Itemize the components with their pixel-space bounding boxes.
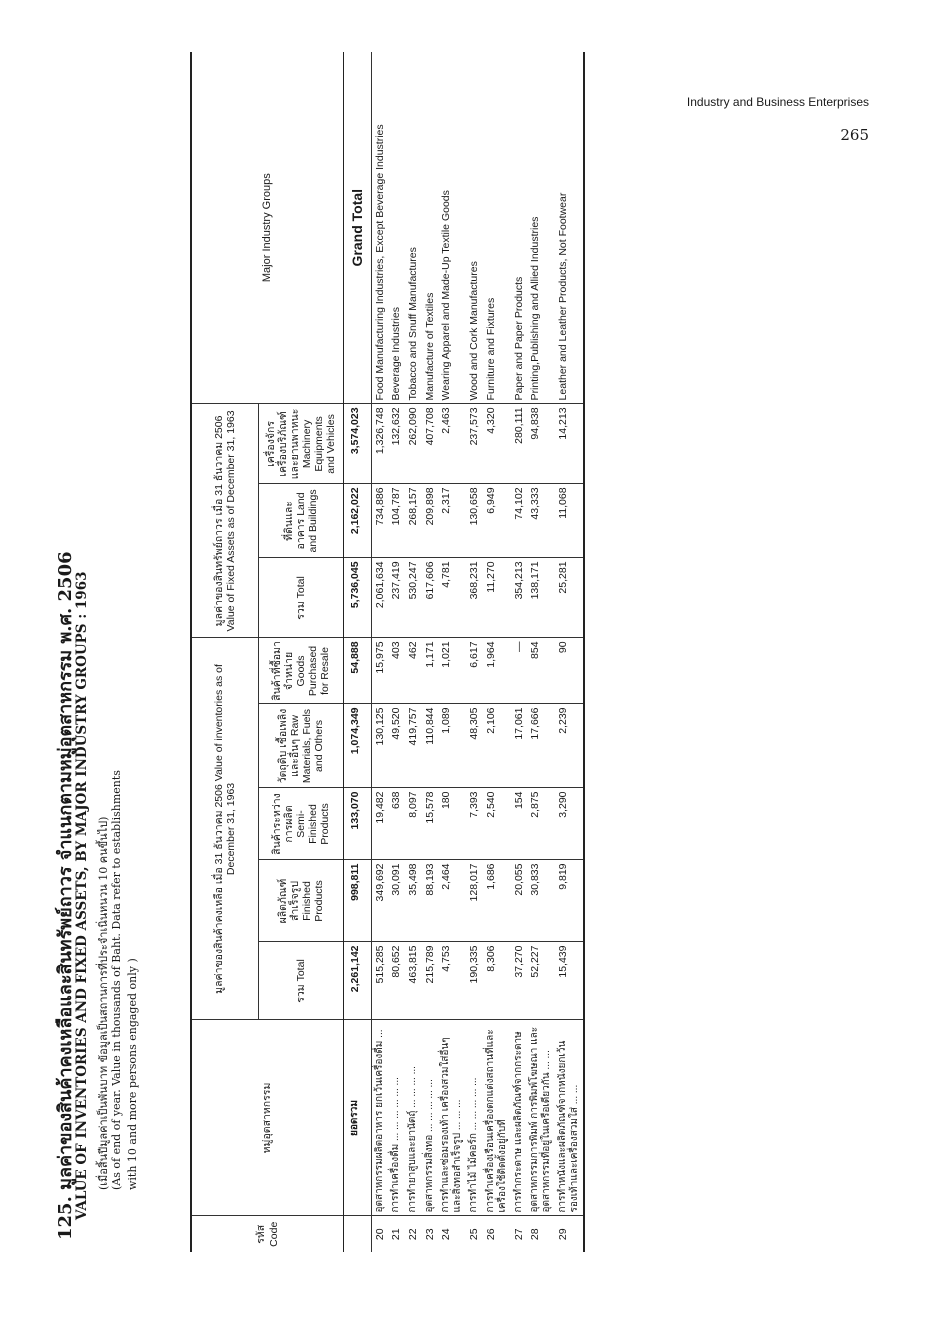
cell-inv-total: 463,815 xyxy=(405,942,422,1020)
table-row xyxy=(438,52,466,1252)
cell-thai: อุตสาหกรรมสิ่งทอ ... ... ... ... ... xyxy=(422,1020,439,1216)
cell-machinery: 407,708 xyxy=(422,404,439,484)
total-thai: ยอดรวม xyxy=(344,1020,372,1216)
cell-inv-total: 37,270 xyxy=(511,942,528,1020)
cell-code: 29 xyxy=(555,1216,584,1252)
col-fa-total-header: รวม Total xyxy=(259,558,344,638)
cell-machinery: 94,838 xyxy=(527,404,555,484)
total-inv: 2,261,142 xyxy=(344,942,372,1020)
cell-land: 11,068 xyxy=(555,484,584,558)
cell-semi: 3,290 xyxy=(555,788,584,860)
cell-fa-total: 368,231 xyxy=(466,558,483,638)
cell-raw: 17,666 xyxy=(527,704,555,788)
cell-land: 2,317 xyxy=(438,484,466,558)
inventories-group-header: มูลค่าของสินค้าคงเหลือ เมื่อ 31 ธันวาคม 2506 Value of inventories as of December 31, 1963 xyxy=(191,638,259,1020)
cell-goods: 1,964 xyxy=(483,638,511,704)
cell-code: 26 xyxy=(484,1228,497,1241)
total-machinery: 3,574,023 xyxy=(344,404,372,484)
cell-machinery: 280,111 xyxy=(511,404,528,484)
cell-inv-total: 190,335 xyxy=(466,942,483,1020)
table-title-thai: 125. มูลค่าของสินค้าคงเหลือและสินทรัพย์ถาวร จำแนกตามหมู่อุตสาหกรรม พ.ศ. 2506 xyxy=(55,551,76,1240)
cell-semi: 15,578 xyxy=(422,788,439,860)
cell-machinery: 1,326,748 xyxy=(371,404,388,484)
cell-inv-total: 515,285 xyxy=(371,942,388,1020)
table-note-thai: (เมื่อสิ้นปีมูลค่าเป็นพันบาท ข้อมูลเป็นสถานการที่ประจำเนิ่นหนวน 10 คนขึ้นไป) xyxy=(97,816,110,1190)
col-group-english-header: Major Industry Groups xyxy=(191,52,344,404)
cell-english: Wood and Cork Manufactures xyxy=(466,52,483,404)
cell-land: 734,886 xyxy=(371,484,388,558)
cell-fa-total: 530,247 xyxy=(405,558,422,638)
cell-land: 209,898 xyxy=(422,484,439,558)
cell-raw: 419,757 xyxy=(405,704,422,788)
cell-english: Wearing Apparel and Made-Up Textile Goods xyxy=(438,52,466,404)
cell-english: Beverage Industries xyxy=(388,52,405,404)
cell-code: 24 xyxy=(440,1228,453,1241)
cell-english: Leather and Leather Products, Not Footwear xyxy=(555,52,584,404)
cell-land: 130,658 xyxy=(466,484,483,558)
cell-fa-total: 617,606 xyxy=(422,558,439,638)
cell-goods: 90 xyxy=(555,638,584,704)
col-code-header: รหัส Code xyxy=(191,1216,344,1252)
cell-goods: 854 xyxy=(527,638,555,704)
cell-goods: 462 xyxy=(405,638,422,704)
cell-raw: 48,305 xyxy=(466,704,483,788)
cell-fa-total: 25,281 xyxy=(555,558,584,638)
section-header: Industry and Business Enterprises xyxy=(686,95,869,109)
cell-english: Printing,Publishing and Allied Industries xyxy=(527,52,555,404)
rotated-table-page xyxy=(50,50,830,1280)
cell-semi: 638 xyxy=(388,788,405,860)
table-row xyxy=(555,52,584,1252)
cell-finished: 9,819 xyxy=(555,860,584,942)
cell-goods: 1,171 xyxy=(422,638,439,704)
cell-raw: 2,239 xyxy=(555,704,584,788)
cell-inv-total: 4,753 xyxy=(438,942,466,1020)
total-land: 2,162,022 xyxy=(344,484,372,558)
total-semi: 133,070 xyxy=(344,788,372,860)
cell-english: Paper and Paper Products xyxy=(511,52,528,404)
cell-semi: 180 xyxy=(438,788,466,860)
cell-goods: 6,617 xyxy=(466,638,483,704)
cell-finished: 30,091 xyxy=(388,860,405,942)
total-raw: 1,074,349 xyxy=(344,704,372,788)
cell-raw: 130,125 xyxy=(371,704,388,788)
cell-semi: 8,097 xyxy=(405,788,422,860)
cell-english: Tobacco and Snuff Manufactures xyxy=(405,52,422,404)
col-machinery-header: เครื่องจักร เครื่องบริภัณฑ์ และยานพาหนะ Machinery Equipments and Vehicles xyxy=(259,404,344,484)
cell-fa-total: 354,213 xyxy=(511,558,528,638)
cell-inv-total: 80,652 xyxy=(388,942,405,1020)
cell-semi: 19,482 xyxy=(371,788,388,860)
cell-code: 21 xyxy=(390,1228,403,1241)
grand-total-row xyxy=(344,52,372,1252)
cell-raw: 110,844 xyxy=(422,704,439,788)
cell-goods: 403 xyxy=(388,638,405,704)
cell-finished: 2,464 xyxy=(438,860,466,942)
inventories-fixed-assets-table xyxy=(190,52,585,1252)
cell-english: Food Manufacturing Industries, Except Beverage Industries xyxy=(371,52,388,404)
cell-raw: 17,061 xyxy=(511,704,528,788)
cell-english: Manufacture of Textiles xyxy=(422,52,439,404)
cell-machinery: 2,463 xyxy=(438,404,466,484)
cell-fa-total: 11,270 xyxy=(483,558,511,638)
cell-land: 104,787 xyxy=(388,484,405,558)
cell-code: 25 xyxy=(468,1228,481,1241)
col-semi-header: สินค้าระหว่างการผลิต Semi-Finished Products xyxy=(259,788,344,860)
table-note-english-1: (As of end of year. Value in thousands of Baht. Data refer to establishments xyxy=(110,770,123,1190)
cell-finished: 30,833 xyxy=(527,860,555,942)
cell-code: 23 xyxy=(423,1228,436,1241)
table-row xyxy=(483,52,511,1252)
table-row xyxy=(527,52,555,1252)
cell-semi: 7,393 xyxy=(466,788,483,860)
cell-land: 74,102 xyxy=(511,484,528,558)
total-goods: 54,888 xyxy=(344,638,372,704)
table-title-english: VALUE OF INVENTORIES AND FIXED ASSETS, BY MAJOR INDUSTRY GROUPS : 1963 xyxy=(74,571,90,1220)
cell-land: 6,949 xyxy=(483,484,511,558)
cell-machinery: 4,320 xyxy=(483,404,511,484)
col-land-header: ที่ดินและอาคาร Land and Buildings xyxy=(259,484,344,558)
cell-raw: 49,520 xyxy=(388,704,405,788)
cell-thai: อุตสาหกรรมการพิมพ์ การพิมพ์โฆษณา และอุตสาหกรรมที่อยู่ในเครือเดียวกัน ... ... xyxy=(527,1020,555,1216)
cell-code: 22 xyxy=(406,1228,419,1241)
cell-land: 43,333 xyxy=(527,484,555,558)
cell-finished: 35,498 xyxy=(405,860,422,942)
cell-machinery: 132,632 xyxy=(388,404,405,484)
cell-thai: การทำและซ่อมรองเท้า เครื่องสวมใส่อื่นๆ และสิ่งทอสำเร็จรูป ... ... ... xyxy=(438,1020,466,1216)
cell-thai: การทำยาสูบและยานัตถุ์ ... ... ... ... xyxy=(405,1020,422,1216)
table-row xyxy=(466,52,483,1252)
cell-thai: การทำหนังและผลิตภัณฑ์จากหนังยกเว้นรองเท้าและเครื่องสวมใส่ ... ... xyxy=(555,1020,584,1216)
table-row xyxy=(511,52,528,1252)
cell-semi: 154 xyxy=(511,788,528,860)
total-finished: 998,811 xyxy=(344,860,372,942)
cell-finished: 1,686 xyxy=(483,860,511,942)
cell-fa-total: 237,419 xyxy=(388,558,405,638)
col-inv-total-header: รวม Total xyxy=(259,942,344,1020)
cell-inv-total: 8,306 xyxy=(483,942,511,1020)
cell-thai: การทำเครื่องเรือนเครื่องตกแต่งสถานที่และเครื่องใช้ติดตั้งอยู่กับที่ xyxy=(483,1020,511,1216)
cell-inv-total: 215,789 xyxy=(422,942,439,1020)
table-row xyxy=(422,52,439,1252)
table-row xyxy=(388,52,405,1252)
cell-fa-total: 4,781 xyxy=(438,558,466,638)
cell-thai: การทำไม้ ไม้คอร์ก ... ... ... ... ... xyxy=(466,1020,483,1216)
cell-machinery: 262,090 xyxy=(405,404,422,484)
cell-machinery: 14,213 xyxy=(555,404,584,484)
page-number: 265 xyxy=(840,126,869,144)
cell-finished: 349,692 xyxy=(371,860,388,942)
table-row xyxy=(371,52,388,1252)
cell-goods: 15,975 xyxy=(371,638,388,704)
fixed-assets-group-header: มูลค่าของสินทรัพย์ถาวร เมื่อ 31 ธันวาคม 2506 Value of Fixed Assets as of December 31, 1963 xyxy=(191,404,259,638)
cell-fa-total: 2,061,634 xyxy=(371,558,388,638)
cell-machinery: 237,573 xyxy=(466,404,483,484)
cell-raw: 1,089 xyxy=(438,704,466,788)
cell-goods: — xyxy=(511,638,528,704)
cell-land: 268,157 xyxy=(405,484,422,558)
cell-finished: 128,017 xyxy=(466,860,483,942)
cell-thai: การทำเครื่องดื่ม ... ... ... ... ... ... xyxy=(388,1020,405,1216)
cell-code: 28 xyxy=(529,1228,542,1241)
cell-code: 27 xyxy=(512,1228,525,1241)
cell-goods: 1,021 xyxy=(438,638,466,704)
cell-code: 20 xyxy=(373,1228,386,1241)
cell-inv-total: 15,439 xyxy=(555,942,584,1020)
cell-raw: 2,106 xyxy=(483,704,511,788)
cell-fa-total: 138,171 xyxy=(527,558,555,638)
col-group-thai-header: หมู่อุตสาหกรรม xyxy=(191,1020,344,1216)
cell-finished: 20,055 xyxy=(511,860,528,942)
cell-inv-total: 52,227 xyxy=(527,942,555,1020)
cell-finished: 88,193 xyxy=(422,860,439,942)
cell-semi: 2,540 xyxy=(483,788,511,860)
cell-thai: อุตสาหกรรมผลิตอาหาร ยกเว้นเครื่องดื่ม ... xyxy=(371,1020,388,1216)
table-note-english-2: with 10 and more persons engaged only ) xyxy=(126,958,139,1190)
cell-english: Furniture and Fixtures xyxy=(483,52,511,404)
col-finished-header: ผลิตภัณฑ์สำเร็จรูป Finished Products xyxy=(259,860,344,942)
total-fa: 5,736,045 xyxy=(344,558,372,638)
cell-thai: การทำกระดาษ และผลิตภัณฑ์จากกระดาษ xyxy=(511,1020,528,1216)
col-goods-header: สินค้าที่ซื้อมาจำหน่าย Goods Purchased for Resale xyxy=(259,638,344,704)
total-english: Grand Total xyxy=(344,52,372,404)
col-raw-header: วัตถุดิบ เชื้อเพลิง และอื่นๆ Raw Materials, Fuels and Others xyxy=(259,704,344,788)
cell-semi: 2,875 xyxy=(527,788,555,860)
table-row xyxy=(405,52,422,1252)
